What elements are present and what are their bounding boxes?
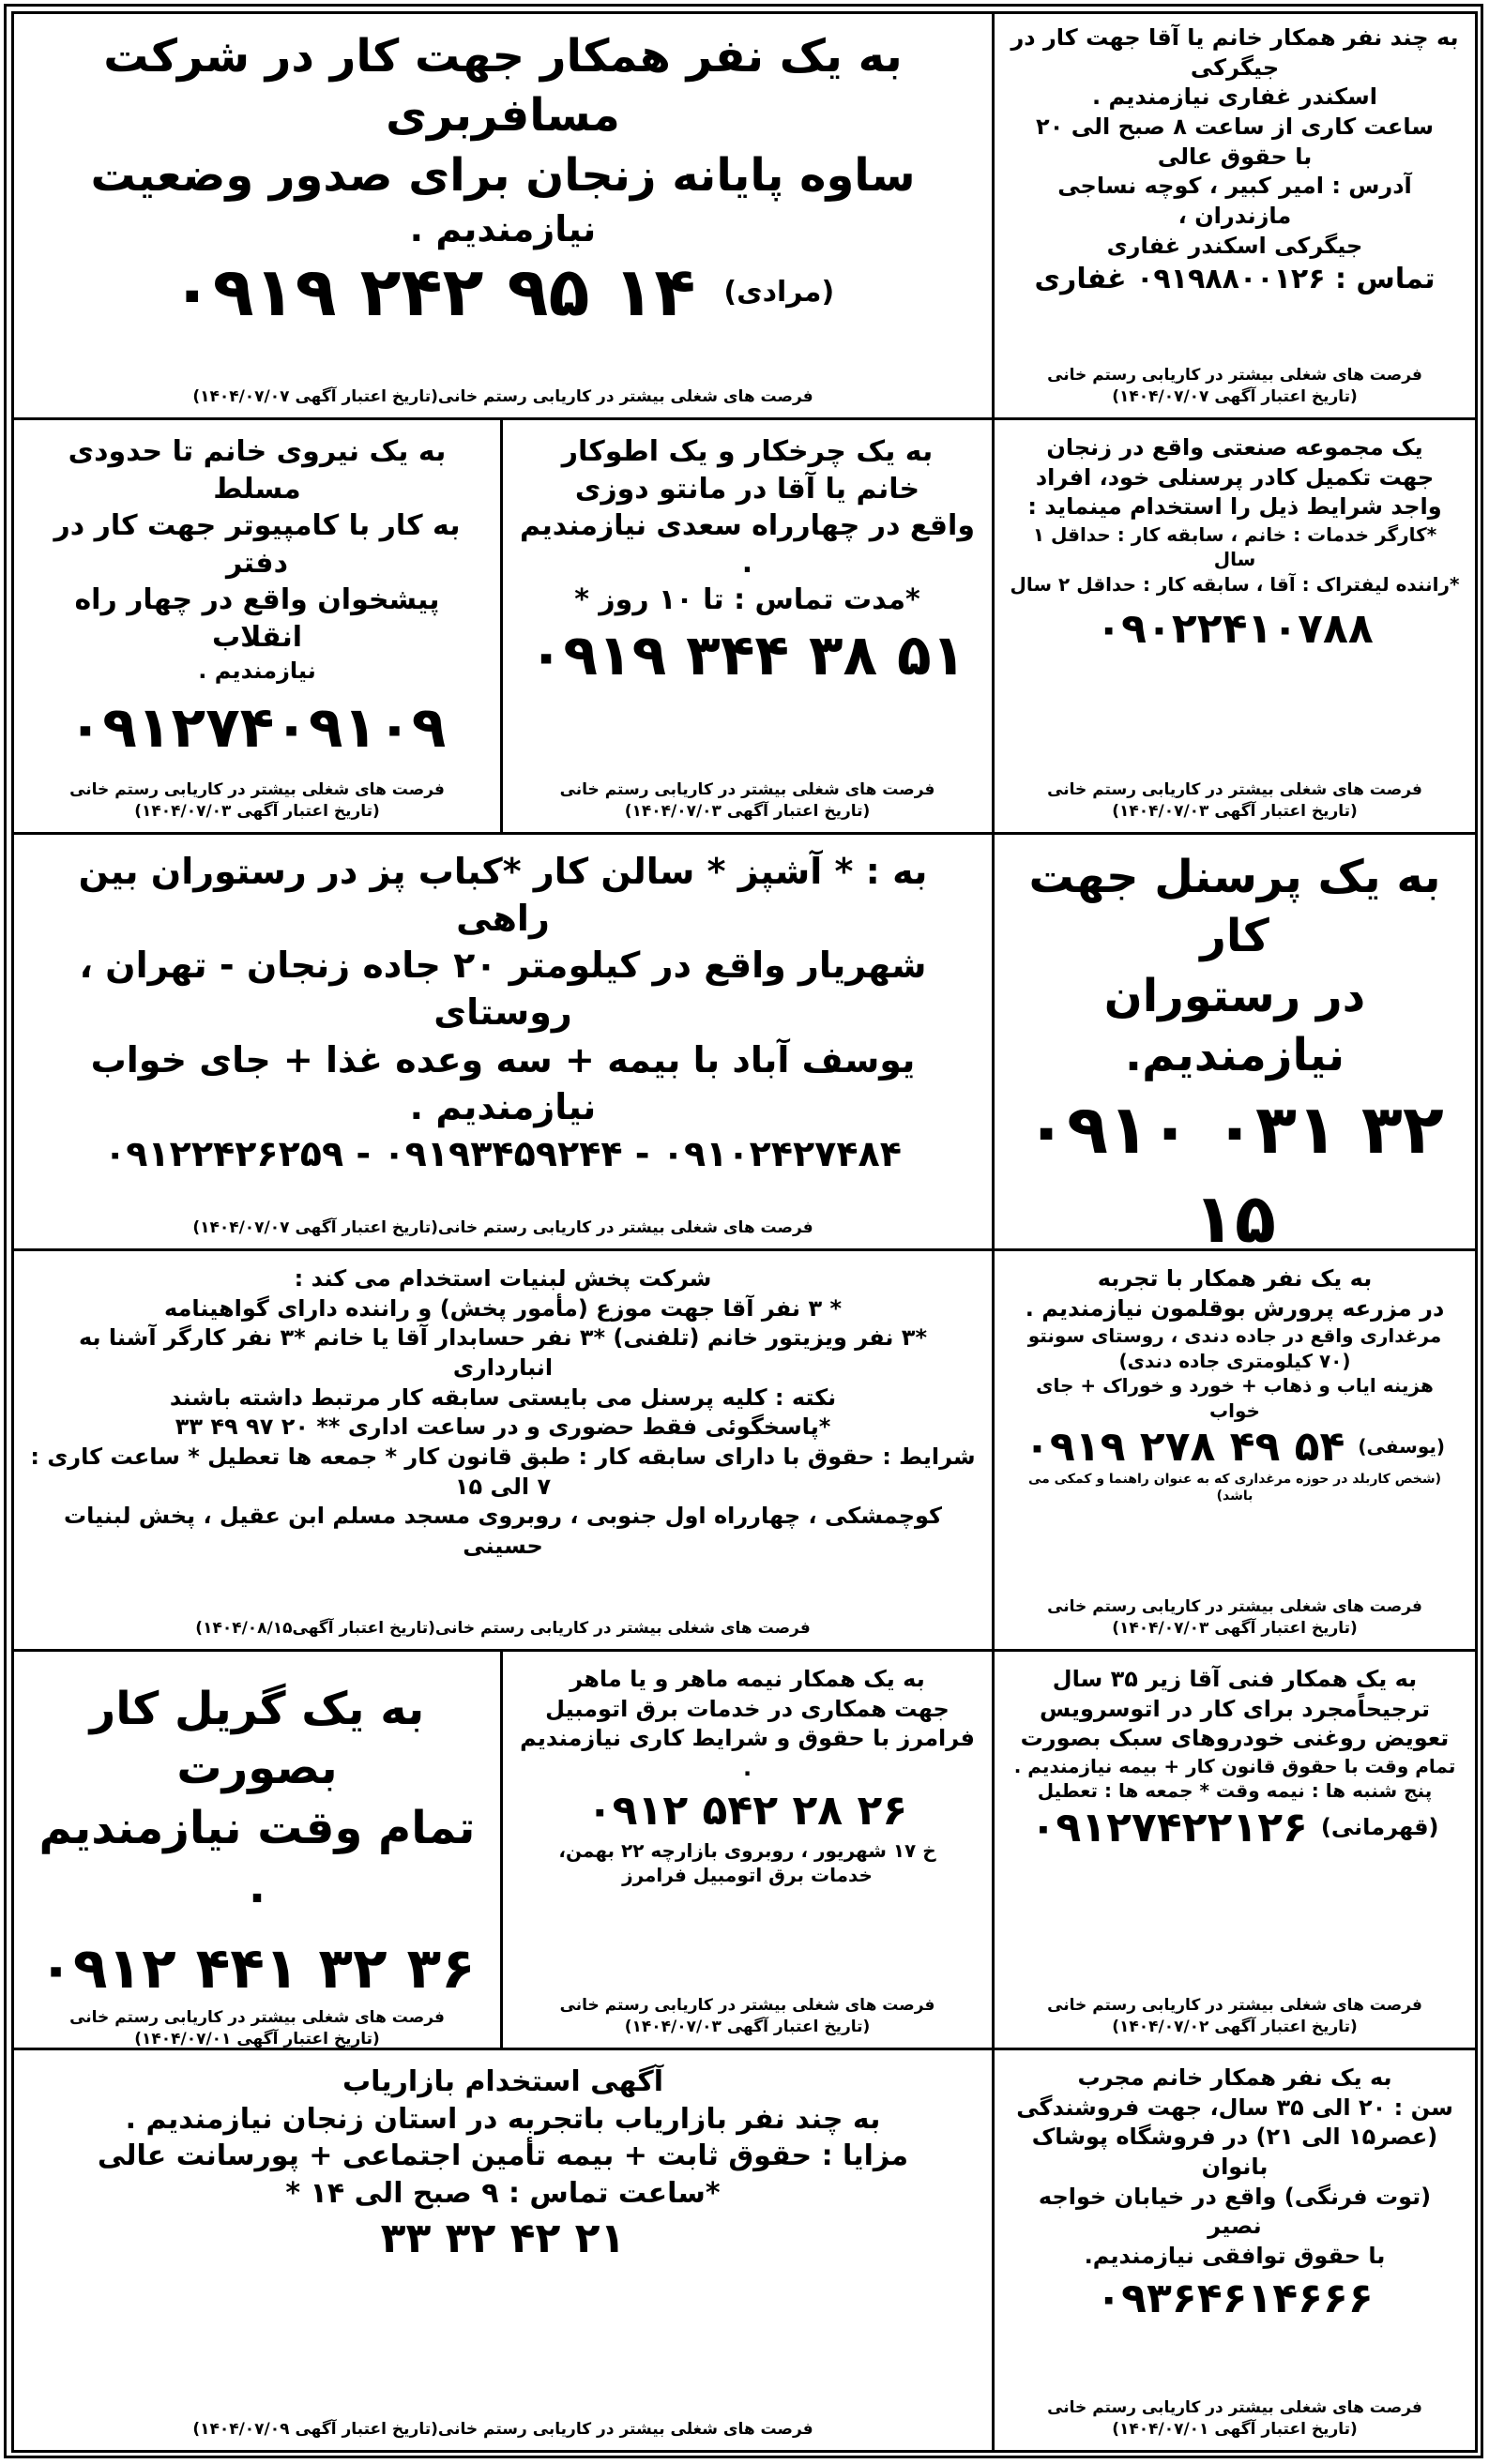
ad-address: خ ۱۷ شهریور ، روبروی بازارچه ۲۲ بهمن، [558, 1838, 936, 1862]
phone-number: ۰۹۳۶۴۶۱۴۶۶۶ [1096, 2274, 1374, 2322]
ad-clothing-store [992, 2048, 1478, 2453]
ad-line: مرغداری واقع در جاده دندی ، روستای سونتو [1027, 1324, 1442, 1348]
ad-line: به : * آشپز * سالن کار *کباب پز در رستوران بین راهی [78, 851, 928, 940]
contact-name: (مرادی) [723, 275, 835, 309]
ad-line: به یک پرسنل جهت کار [1028, 851, 1441, 963]
ad-line: *ساعت تماس : ۹ صبح الی ۱۴ * [285, 2176, 721, 2210]
validity-date: (تاریخ اعتبار آگهی ۱۴۰۴/۰۷/۰۹) [192, 2420, 438, 2440]
ad-footer [560, 779, 935, 823]
ad-line: خانم یا آقا در مانتو دوزی [574, 472, 920, 506]
contact-name: (قهرمانی) [1320, 1814, 1439, 1841]
ad-line: با حقوق عالی [1157, 143, 1313, 170]
footer-text: فرصت های شغلی بیشتر در کاریابی رستم خانی [559, 1996, 935, 2016]
ad-line: با حقوق توافقی نیازمندیم. [1084, 2243, 1386, 2270]
footer-text: فرصت های شغلی بیشتر در کاریابی رستم خانی [69, 2007, 445, 2027]
ad-line: (توت فرنگی) واقع در خیابان خواجه نصیر [1038, 2183, 1432, 2240]
phone-number: ۰۹۰۲۲۴۱۰۷۸۸ [1096, 605, 1374, 654]
ad-footer [192, 1217, 813, 1239]
validity-date: (تاریخ اعتبار آگهی۱۴۰۴/۰۸/۱۵) [195, 1619, 435, 1639]
ad-grill-cook [11, 1649, 503, 2050]
phone-number: ۰۹۱۲۷۴۲۲۱۲۶ [1030, 1803, 1308, 1852]
ad-dairy-distribution [11, 1248, 995, 1652]
ad-line: یوسف آباد با بیمه + سه وعده غذا + جای خواب نیازمندیم . [90, 1038, 916, 1127]
ad-line: تمام وقت نیازمندیم . [38, 1801, 476, 1914]
ad-note: (شخص کاربلد در حوزه مرغداری که به عنوان راهنما و کمکی می باشد) [1027, 1471, 1442, 1504]
footer-text: فرصت های شغلی بیشتر در کاریابی رستم خانی [1047, 1597, 1422, 1617]
ad-marketer [11, 2048, 995, 2453]
ad-line: * ۳ نفر آقا جهت موزع (مأمور پخش) و راننده دارای گواهینامه [164, 1294, 842, 1322]
ad-footer [1047, 2397, 1422, 2441]
phone-number: ۰۹۱۲ ۴۴۱ ۳۲ ۳۶ [38, 1936, 476, 2003]
ad-line: شهریار واقع در کیلومتر ۲۰ جاده زنجان - تهران ، روستای [79, 945, 927, 1034]
ad-line: به چند نفر همکار خانم یا آقا جهت کار در جیگرکی [1010, 24, 1459, 81]
ad-line: پیشخوان واقع در چهار راه انقلاب [74, 583, 440, 654]
ad-line: تمام وقت با حقوق قانون کار + بیمه نیازمندیم . [1013, 1755, 1456, 1778]
ad-line: *مدت تماس : تا ۱۰ روز * [574, 583, 920, 617]
validity-date: (تاریخ اعتبار آگهی ۱۴۰۴/۰۷/۰۳) [1112, 1619, 1358, 1639]
ad-footer [1047, 365, 1422, 408]
ad-roadside-restaurant [11, 832, 995, 1251]
ad-line: مزایا : حقوق ثابت + بیمه تأمین اجتماعی + پورسانت عالی [97, 2139, 909, 2173]
validity-date: (تاریخ اعتبار آگهی ۱۴۰۴/۰۷/۰۷) [1112, 387, 1358, 407]
ad-line: یک مجموعه صنعتی واقع در زنجان [1046, 434, 1423, 461]
ad-footer [69, 2007, 445, 2050]
footer-text: فرصت های شغلی بیشتر در کاریابی رستم خانی [1047, 1996, 1422, 2016]
ad-jigarki [992, 11, 1478, 420]
ad-address: خدمات برق اتومبیل فرامرز [622, 1864, 873, 1887]
ad-line: به یک نفر همکار خانم مجرب [1077, 2064, 1392, 2091]
phone-number: ۰۹۱۹ ۳۴۴ ۳۸ ۵۱ [528, 622, 966, 688]
ad-line: (۷۰ کیلومتری جاده دندی) [1118, 1349, 1351, 1372]
ad-line: شرایط : حقوق با دارای سابقه کار : طبق قانون کار * جمعه ها تعطیل * ساعت کاری : ۷ الی ۱۵ [30, 1444, 976, 1500]
ad-line: به یک همکار نیمه ماهر و یا ماهر [570, 1666, 925, 1692]
footer-text: فرصت های شغلی بیشتر در کاریابی رستم خانی [437, 2420, 813, 2440]
ad-line: به یک نفر همکار جهت کار در شرکت مسافربری [103, 30, 903, 143]
ad-line: به چند نفر بازاریاب باتجربه در استان زنجان نیازمندیم . [125, 2102, 881, 2136]
ad-line: جهت همکاری در خدمات برق اتومبیل [545, 1695, 950, 1722]
validity-date: (تاریخ اعتبار آگهی ۱۴۰۴/۰۷/۰۳) [1112, 802, 1358, 822]
ad-line: ساعت کاری از ساعت ۸ صبح الی ۲۰ [1036, 113, 1434, 141]
phone-number: ۰۹۱۹ ۲۷۸ ۴۹ ۵۴ [1025, 1422, 1345, 1471]
footer-text: فرصت های شغلی بیشتر در کاریابی رستم خانی [69, 780, 445, 800]
ad-line: جیگرکی اسکندر غفاری [1106, 232, 1363, 259]
validity-date: (تاریخ اعتبار آگهی ۱۴۰۴/۰۷/۰۳) [624, 2018, 871, 2037]
ad-line: واقع در چهارراه سعدی نیازمندیم . [520, 509, 975, 580]
ad-office-computer [11, 417, 503, 835]
footer-text: فرصت های شغلی بیشتر در کاریابی رستم خانی [437, 1218, 813, 1238]
validity-date: (تاریخ اعتبار آگهی ۱۴۰۴/۰۷/۰۱) [1112, 2420, 1358, 2440]
ad-line: *راننده لیفتراک : آقا ، سابقه کار : حداقل ۲ سال [1010, 572, 1460, 596]
footer-text: فرصت های شغلی بیشتر در کاریابی رستم خانی [437, 387, 813, 407]
phone-number: ۰۹۱۰ ۰۳۱ ۳۲ ۱۵ [1026, 1090, 1444, 1251]
validity-date: (تاریخ اعتبار آگهی ۱۴۰۴/۰۷/۰۳) [134, 802, 380, 822]
ad-footer [1047, 779, 1422, 823]
ad-footer [69, 779, 445, 823]
ad-line: (عصر۱۵ الی ۲۱) در فروشگاه پوشاک بانوان [1031, 2124, 1438, 2181]
ad-line: به یک نفر همکار با تجربه [1097, 1265, 1373, 1292]
ad-line: به یک همکار فنی آقا زیر ۳۵ سال [1052, 1666, 1418, 1692]
ad-line: جهت تکمیل کادر پرسنلی خود، افراد [1035, 463, 1435, 491]
ad-restaurant-staff [992, 832, 1478, 1251]
ad-line: *۳ نفر ویزیتور خانم (تلفنی) *۳ نفر حسابدار آقا یا خانم *۳ نفر کارگر آشنا به انبارداری [78, 1324, 928, 1382]
footer-text: فرصت های شغلی بیشتر در کاریابی رستم خانی [559, 780, 935, 800]
ad-line: فرامرز با حقوق و شرایط کاری نیازمندیم . [520, 1725, 975, 1782]
ad-line: شرکت پخش لبنیات استخدام می کند : [294, 1265, 712, 1292]
ad-line: واجد شرایط ذیل را استخدام مینماید : [1027, 493, 1442, 521]
phone-number: ۰۹۱۲ ۵۴۲ ۲۸ ۲۶ [586, 1786, 908, 1835]
phone-number: ۰۹۱۹ ۲۴۲ ۹۵ ۱۴ [171, 252, 696, 332]
footer-text: فرصت های شغلی بیشتر در کاریابی رستم خانی [1047, 366, 1422, 385]
validity-date: (تاریخ اعتبار آگهی ۱۴۰۴/۰۷/۰۱) [134, 2029, 380, 2048]
phone-number: ۰۹۱۲۷۴۰۹۱۰۹ [68, 695, 447, 762]
footer-text: فرصت های شغلی بیشتر در کاریابی رستم خانی [434, 1619, 811, 1639]
ad-travel-company [11, 11, 995, 420]
ad-footer [195, 1618, 810, 1640]
ad-line: *پاسخگوئی فقط حضوری و در ساعت اداری ** ۲۰ ۹۷ ۴۹ ۳۳ [175, 1413, 831, 1441]
ad-line: نکته : کلیه پرسنل می بایستی سابقه کار مرتبط داشته باشند [169, 1383, 837, 1411]
ad-line: ترجیحاًمجرد برای کار در اتوسرویس [1040, 1695, 1430, 1722]
validity-date: (تاریخ اعتبار آگهی ۱۴۰۴/۰۷/۰۲) [1112, 2018, 1358, 2037]
ad-line: *کارگر خدمات : خانم ، سابقه کار : حداقل ۱ سال [1032, 523, 1437, 571]
ad-line: نیازمندیم . [409, 208, 597, 250]
ad-footer [1047, 1995, 1422, 2038]
validity-date: (تاریخ اعتبار آگهی ۱۴۰۴/۰۷/۰۳) [624, 802, 871, 822]
ad-oil-service [992, 1649, 1478, 2050]
ad-title: آگهی استخدام بازاریاب [342, 2065, 664, 2098]
contact-name: (یوسفی) [1358, 1435, 1446, 1459]
ad-line: در رستوران نیازمندیم. [1103, 969, 1366, 1082]
ad-footer [560, 1995, 935, 2038]
ad-line: اسکندر غفاری نیازمندیم . [1092, 83, 1377, 111]
phone-number: ۰۹۱۰۲۴۲۷۴۸۴ - ۰۹۱۹۳۴۵۹۲۴۴ - ۰۹۱۲۲۴۲۶۲۵۹ [104, 1132, 902, 1174]
ad-line: آدرس : امیر کبیر ، کوچه نساجی مازندران ، [1057, 173, 1412, 230]
footer-text: فرصت های شغلی بیشتر در کاریابی رستم خانی [1047, 2398, 1422, 2418]
phone-number: ۳۳ ۳۲ ۴۲ ۲۱ [380, 2215, 626, 2263]
ad-footer [192, 386, 813, 408]
ad-line: به یک گریل کار بصورت [89, 1683, 425, 1795]
ad-line: کوچمشکی ، چهارراه اول جنوبی ، روبروی مسجد مسلم ابن عقیل ، پخش لبنیات حسینی [63, 1503, 943, 1560]
ad-sewing [500, 417, 995, 835]
ad-line: به کار با کامپیوتر جهت کار در دفتر [53, 509, 461, 580]
ad-turkey-farm [992, 1248, 1478, 1652]
ad-line: ساوه پایانه زنجان برای صدور وضعیت [90, 148, 916, 202]
validity-date: (تاریخ اعتبار آگهی ۱۴۰۴/۰۷/۰۷) [192, 387, 438, 407]
ad-line: تعویض روغنی خودروهای سبک بصورت [1020, 1725, 1450, 1752]
validity-date: (تاریخ اعتبار آگهی ۱۴۰۴/۰۷/۰۷) [192, 1218, 438, 1238]
ad-line: به یک چرخکار و یک اطوکار [561, 435, 934, 468]
ad-line: در مزرعه پرورش بوقلمون نیازمندیم . [1025, 1294, 1445, 1322]
ad-line: نیازمندیم . [198, 657, 316, 684]
ad-line: به یک نیروی خانم تا حدودی مسلط [68, 435, 447, 506]
footer-text: فرصت های شغلی بیشتر در کاریابی رستم خانی [1047, 780, 1422, 800]
ad-footer [1047, 1596, 1422, 1640]
ad-line: پنج شنبه ها : نیمه وقت * جمعه ها : تعطیل [1037, 1779, 1433, 1803]
ad-auto-electric [500, 1649, 995, 2050]
ad-line: سن : ۲۰ الی ۳۵ سال، جهت فروشندگی [1016, 2094, 1453, 2121]
ad-footer [192, 2419, 813, 2441]
ad-industrial-complex [992, 417, 1478, 835]
ad-line: هزینه ایاب و ذهاب + خورد و خوراک + جای خواب [1036, 1374, 1434, 1422]
phone-number: تماس : ۰۹۱۹۸۸۰۰۱۲۶ غفاری [1034, 263, 1436, 296]
